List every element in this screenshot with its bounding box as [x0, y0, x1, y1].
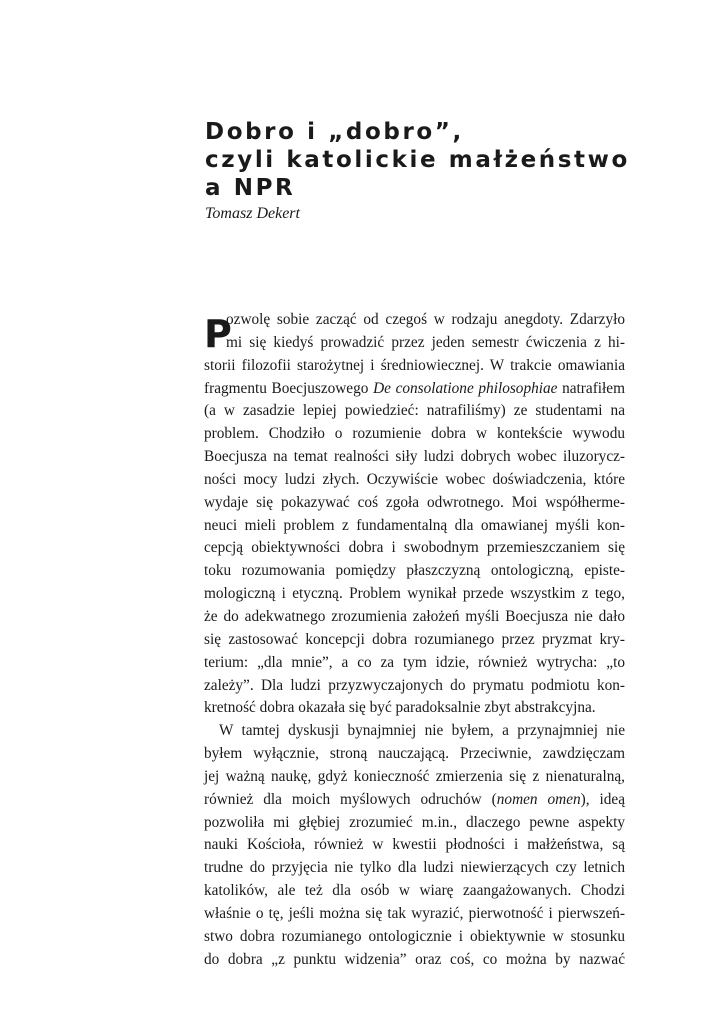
text-segment: natrafiłem: [557, 379, 625, 397]
text-line: [204, 446, 625, 469]
text-segment: właśnie o tę, jeśli można się tak wyrazić, pierwotność i pierwszeń-: [204, 904, 625, 922]
text-line: [204, 834, 625, 857]
article-title-line-1: Dobro i „dobro”,: [205, 119, 464, 145]
text-segment: Boecjusza na temat realności siły ludzi dobrych wobec iluzorycz-: [204, 448, 625, 466]
article-title-line-3: a NPR: [205, 175, 296, 201]
text-line: [204, 492, 625, 515]
article-header: [205, 118, 635, 224]
text-segment: mi się kiedyś prowadzić przez jeden semestr ćwiczenia z hi-: [226, 333, 625, 351]
text-segment: pozwoliła mi głębiej zrozumieć m.in., dlaczego pewne aspekty: [204, 813, 625, 831]
text-segment: toku rozumowania pomiędzy płaszczyzną ontologiczną, episte-: [204, 562, 625, 580]
text-segment: ności mocy ludzi złych. Oczywiście wobec doświadczenia, które: [204, 470, 625, 488]
text-line: [204, 537, 625, 560]
text-line: [204, 903, 625, 926]
text-segment: się zastosować koncepcji dobra rozumianego przez pryzmat kry-: [204, 630, 625, 648]
text-line: [204, 378, 625, 401]
text-line: [204, 309, 625, 332]
text-segment: mologiczną i etyczną. Problem wynikał przede wszystkim z tego,: [204, 585, 625, 603]
text-line: [204, 515, 625, 538]
text-line: [204, 949, 625, 972]
text-line: [204, 652, 625, 675]
text-line: [204, 332, 625, 355]
text-line: [204, 720, 625, 743]
text-segment: ), ideą: [580, 790, 625, 808]
text-line: [204, 766, 625, 789]
text-segment: byłem wyłącznie, stroną nauczającą. Przeciwnie, zawdzięczam: [204, 745, 625, 763]
text-line: [204, 675, 625, 698]
text-segment: fragmentu Boecjuszowego: [204, 379, 374, 397]
text-line: [204, 400, 625, 423]
text-line: [204, 560, 625, 583]
text-segment: wydaje się pokazywać coś zgoła odwrotnego. Moi współherme-: [204, 493, 625, 511]
text-line: [204, 857, 625, 880]
text-segment: (a w zasadzie lepiej powiedzieć: natrafiliśmy) ze studentami na: [204, 402, 625, 420]
text-segment: problem. Chodziło o rozumienie dobra w kontekście wywodu: [204, 425, 625, 443]
text-line: [204, 423, 625, 446]
text-segment: do dobra „z punktu widzenia” oraz coś, co można by nazwać: [204, 950, 625, 968]
text-line: [204, 469, 625, 492]
text-line: [204, 697, 625, 720]
text-line: [204, 880, 625, 903]
text-line: [204, 812, 625, 835]
italic-text: nomen omen: [496, 790, 581, 808]
text-segment: zależy”. Dla ludzi przyzwyczajonych do prymatu podmiotu kon-: [204, 676, 625, 694]
text-line: [204, 355, 625, 378]
text-segment: kretność dobra okazała się być paradoksalnie zbyt abstrakcyjna.: [204, 699, 596, 717]
text-line: [204, 629, 625, 652]
drop-cap: P: [204, 312, 232, 356]
text-segment: storii filozofii starożytnej i średniowiecznej. W trakcie omawiania: [204, 356, 625, 374]
text-segment: stwo dobra rozumianego ontologicznie i obiektywnie w stosunku: [204, 927, 625, 945]
text-segment: również dla moich myślowych odruchów (: [204, 790, 497, 808]
text-segment: nauki Kościoła, również w kwestii płodności i małżeństwa, są: [204, 836, 625, 854]
text-segment: neuci mieli problem z fundamentalną dla omawianej myśli kon-: [204, 516, 625, 534]
text-line: [204, 583, 625, 606]
text-segment: ozwolę sobie zacząć od czegoś w rodzaju anegdoty. Zdarzyło: [226, 311, 625, 328]
text-line: [204, 606, 625, 629]
text-line: [204, 743, 625, 766]
text-segment: jej ważną naukę, gdyż konieczność zmierzenia się z nienaturalną,: [204, 767, 625, 785]
text-segment: trudne do przyjęcia nie tylko dla ludzi niewierzących czy letnich: [204, 859, 625, 877]
text-line: [204, 789, 625, 812]
text-segment: że do adekwatnego zrozumienia założeń myśli Boecjusza nie dało: [204, 607, 625, 625]
italic-text: De consolatione philosophiae: [373, 379, 558, 397]
article-author: Tomasz Dekert: [205, 205, 300, 222]
text-segment: terium: „dla mnie”, a co za tym idzie, również wytrycha: „to: [204, 653, 625, 671]
text-segment: katolików, ale też dla osób w wiarę zaangażowanych. Chodzi: [204, 882, 625, 900]
text-line: [204, 926, 625, 949]
text-segment: cepcją obiektywności dobra i swobodnym przemieszczaniem się: [204, 539, 625, 557]
text-segment: W tamtej dyskusji bynajmniej nie byłem, a przynajmniej nie: [219, 722, 625, 740]
article-title-line-2: czyli katolickie małżeństwo: [205, 147, 630, 173]
article-body: [204, 309, 625, 971]
